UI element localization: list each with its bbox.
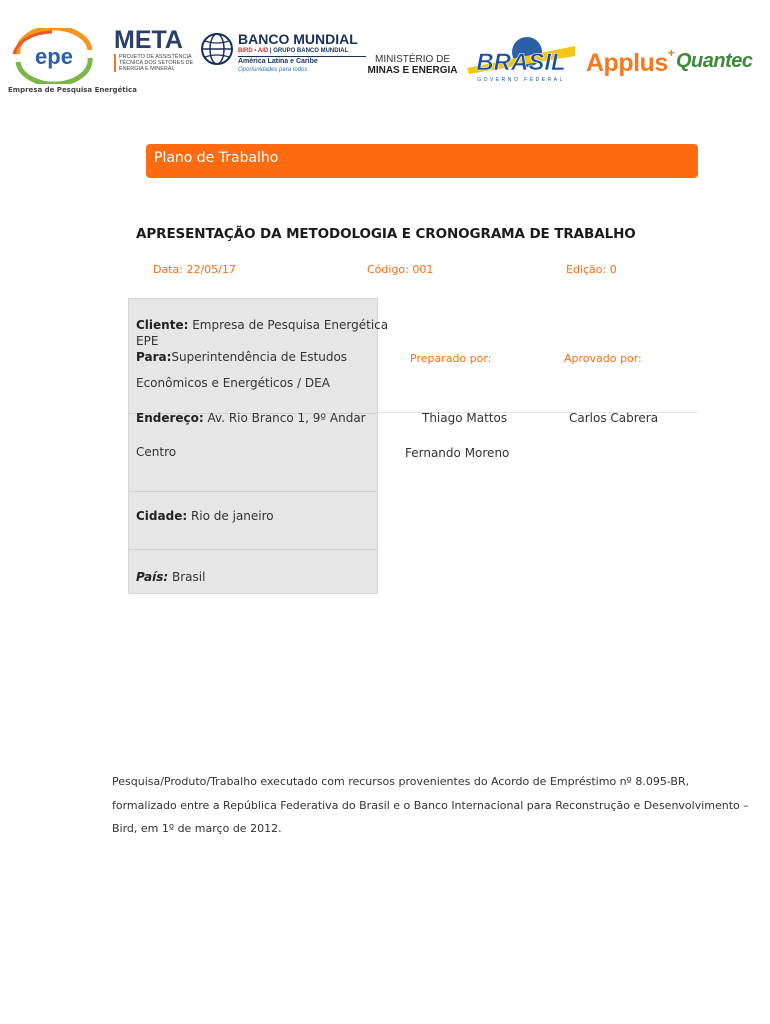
approver-name: Carlos Cabrera — [569, 411, 659, 425]
meta-logo — [114, 28, 199, 72]
address-value: Av. Rio Branco 1, 9º Andar — [207, 411, 366, 425]
client-field — [136, 318, 388, 332]
city-field — [136, 509, 274, 523]
ministerio-line-2: MINAS E ENERGIA — [367, 65, 458, 76]
preparer-name: Fernando Moreno — [405, 446, 510, 460]
address-label: Endereço: — [136, 411, 204, 425]
client-box-divider — [129, 549, 377, 550]
country-field — [136, 570, 205, 584]
ministerio-line-1: MINISTÉRIO DE — [374, 54, 450, 65]
city-value: Rio de janeiro — [190, 509, 274, 523]
plan-banner — [146, 144, 698, 178]
brasil-word: BRASIL — [476, 49, 566, 76]
grupo-label: GRUPO BANCO MUNDIAL — [273, 48, 349, 54]
bird-aid-label: BIRD • AID — [238, 48, 269, 54]
document-date: Data: 22/05/17 — [153, 263, 236, 276]
funding-line: Pesquisa/Produto/Trabalho executado com recursos provenientes do Acordo de Empréstimo nº 8.095-BR, — [112, 775, 690, 788]
meta-line-1: PROJETO DE ASSISTÊNCIA — [119, 54, 192, 60]
banco-mundial-slogan: Oportunidades para todos — [238, 67, 308, 73]
para-value-2: Econômicos e Energéticos / DEA — [136, 376, 330, 390]
funding-line: Bird, em 1º de março de 2012. — [112, 822, 282, 835]
address-field — [136, 411, 366, 425]
epe-caption: Empresa de Pesquisa Energética — [8, 86, 137, 94]
client-value-2: EPE — [136, 334, 159, 348]
banco-mundial-title: BANCO MUNDIAL — [238, 31, 358, 47]
city-label: Cidade: — [136, 509, 188, 523]
para-value: Superintendência de Estudos — [171, 350, 348, 364]
meta-line-3: ENERGIA E MINERAL — [119, 66, 175, 72]
prepared-by-label: Preparado por: — [410, 352, 492, 365]
brasil-logo — [465, 34, 580, 84]
banner-title: Plano de Trabalho — [154, 150, 279, 166]
client-value: Empresa de Pesquisa Energética — [192, 318, 389, 332]
applus-plus-icon: + — [667, 46, 675, 60]
banco-mundial-text — [238, 32, 373, 74]
banco-mundial-region: América Latina e Caribe — [238, 58, 318, 65]
epe-logo-mark — [8, 28, 100, 84]
meta-title: META — [114, 26, 183, 54]
para-label: Para: — [136, 350, 172, 364]
country-label: País: — [136, 570, 169, 584]
ministerio-logo — [365, 54, 460, 76]
funding-statement — [112, 770, 749, 841]
quantec-word: Quantec — [676, 50, 753, 72]
para-field — [136, 350, 347, 364]
epe-logo-text: epe — [35, 44, 73, 69]
client-box-divider — [129, 491, 377, 492]
quantec-logo — [676, 50, 753, 73]
applus-word: Applus — [586, 49, 668, 77]
logo-bar — [0, 0, 770, 110]
approved-by-label: Aprovado por: — [564, 352, 642, 365]
banco-mundial-sub: BIRD • AID | GRUPO BANCO MUNDIAL — [238, 48, 349, 54]
meta-line-2: TÉCNICA DOS SETORES DE — [119, 60, 194, 66]
meta-description — [114, 54, 199, 72]
globe-icon — [200, 32, 234, 66]
document-edition: Edição: 0 — [566, 263, 617, 276]
document-heading: APRESENTAÇÃO DA METODOLOGIA E CRONOGRAMA DE TRABALHO — [136, 226, 636, 242]
preparer-name: Thiago Mattos — [422, 411, 508, 425]
address-value-2: Centro — [136, 445, 177, 459]
brasil-governo-federal-logo — [465, 34, 580, 84]
country-value: Brasil — [172, 570, 206, 584]
funding-line: formalizado entre a República Federativa do Brasil e o Banco Internacional para Reconstrução e Desenvolvimento – — [112, 798, 749, 812]
applus-logo — [586, 46, 674, 78]
document-code: Código: 001 — [367, 263, 434, 276]
epe-logo — [8, 28, 137, 94]
governo-federal-label: GOVERNO FEDERAL — [477, 77, 565, 83]
client-label: Cliente: — [136, 318, 189, 332]
